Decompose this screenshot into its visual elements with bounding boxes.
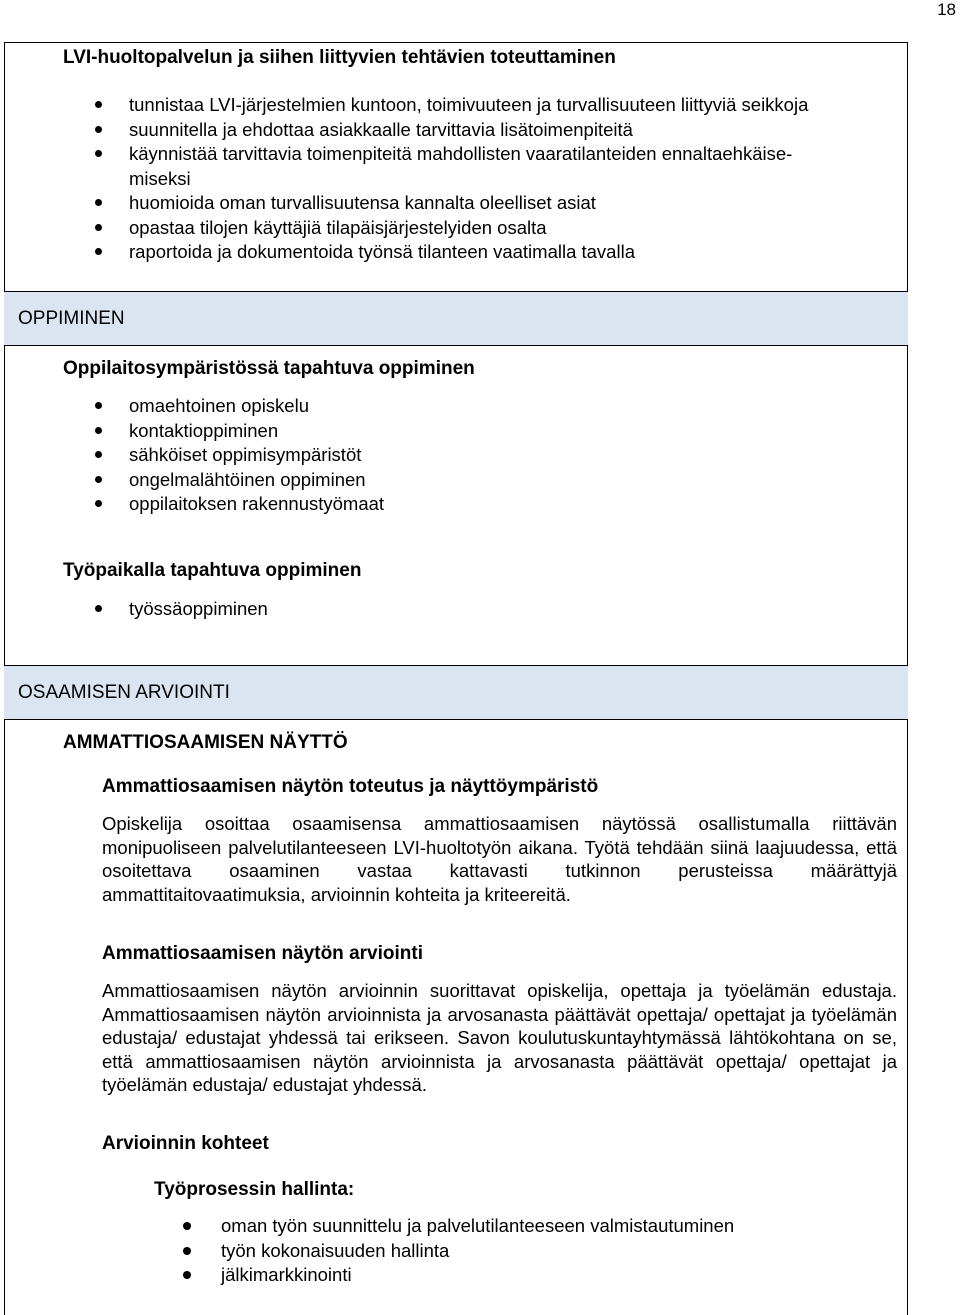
list-item: raportoida ja dokumentoida työnsä tilanteen vaatimalla tavalla: [129, 240, 808, 265]
list-item: jälkimarkkinointi: [221, 1263, 734, 1288]
list-item-continuation: miseksi: [129, 167, 191, 189]
bullet-icon: [95, 101, 102, 108]
heading-arviointi: Ammattiosaamisen näytön arviointi: [102, 943, 423, 964]
paragraph-toteutus: Opiskelija osoittaa osaamisensa ammattiosaamisen näytössä osallistumalla riittävän monipuoliseen palvelutilanteeseen LVI-huoltotyön aikana. Työtä tehdään siinä laajuudessa, että osoitettava osaaminen vastaa kattavasti tutkinnon perusteissa määrättyjä ammattitaitovaatimuksia, arvioinnin kohteita ja kriteereitä.: [102, 813, 897, 905]
list-item: kontaktioppiminen: [129, 419, 384, 444]
tyopaikka-list: [129, 597, 268, 622]
list-item: opastaa tilojen käyttäjiä tilapäisjärjestelyiden osalta: [129, 216, 808, 241]
list-item: käynnistää tarvittavia toimenpiteitä mahdollisten vaaratilanteiden ennaltaehkäise-: [129, 142, 808, 167]
list-item: oppilaitoksen rakennustyömaat: [129, 492, 384, 517]
list-item: työssäoppiminen: [129, 597, 268, 622]
bullet-icon: [183, 1247, 191, 1255]
bullet-icon: [95, 500, 102, 507]
heading-tyoprosessi: Työprosessin hallinta:: [154, 1179, 355, 1200]
bullet-icon: [95, 451, 102, 458]
list-item: ongelmalähtöinen oppiminen: [129, 468, 384, 493]
list-item: tunnistaa LVI-järjestelmien kuntoon, toimivuuteen ja turvallisuuteen liittyviä seikkoja: [129, 93, 808, 118]
bullet-icon: [95, 199, 102, 206]
list-item: huomioida oman turvallisuutensa kannalta oleelliset asiat: [129, 191, 808, 216]
list-item: omaehtoinen opiskelu: [129, 394, 384, 419]
section-band-oppiminen: [4, 291, 908, 346]
heading-kohteet: Arvioinnin kohteet: [102, 1133, 269, 1154]
bullet-icon: [95, 224, 102, 231]
lvi-huolto-list: [129, 93, 808, 265]
list-item: oman työn suunnittelu ja palvelutilanteeseen valmistautuminen: [221, 1214, 734, 1239]
bullet-icon: [95, 126, 102, 133]
section-band-arviointi: [4, 665, 908, 720]
bullet-icon: [183, 1222, 191, 1230]
page-number: 18: [937, 0, 956, 19]
tyoprosessi-list: [221, 1214, 734, 1288]
bullet-icon: [95, 605, 102, 612]
heading-toteutus: Ammattiosaamisen näytön toteutus ja näyttöympäristö: [102, 776, 599, 797]
list-item: työn kokonaisuuden hallinta: [221, 1239, 734, 1264]
list-item: sähköiset oppimisympäristöt: [129, 443, 384, 468]
band-title-oppiminen: OPPIMINEN: [18, 308, 125, 329]
bullet-icon: [95, 402, 102, 409]
bullet-icon: [95, 427, 102, 434]
bullet-icon: [95, 150, 102, 157]
heading-tyopaikka: Työpaikalla tapahtuva oppiminen: [63, 560, 362, 581]
oppilaitos-list: [129, 394, 384, 517]
paragraph-arviointi: Ammattiosaamisen näytön arvioinnin suorittavat opiskelija, opettaja ja työelämän edustaja. Ammattiosaamisen näytön arvioinnista ja arvosanasta päättävät opettaja/ opettajat ja työelämän edustaja/ edustajat yhdessä tai erikseen. Savon koulutuskuntayhtymässä lähtökohtana on se, että ammattiosaamisen näytön arvioinnista ja arvosanasta päättävät opettaja/ opettajat ja työelämän edustaja/ edustajat yhdessä.: [102, 980, 897, 1095]
heading-oppilaitos: Oppilaitosympäristössä tapahtuva oppiminen: [63, 358, 475, 379]
list-item: suunnitella ja ehdottaa asiakkaalle tarvittavia lisätoimenpiteitä: [129, 118, 808, 143]
heading-naytto: AMMATTIOSAAMISEN NÄYTTÖ: [63, 732, 348, 753]
section-title-lvi-huolto: LVI-huoltopalvelun ja siihen liittyvien tehtävien toteuttaminen: [63, 47, 616, 68]
bullet-icon: [95, 476, 102, 483]
bullet-icon: [183, 1271, 191, 1279]
bullet-icon: [95, 248, 102, 255]
band-title-arviointi: OSAAMISEN ARVIOINTI: [18, 682, 230, 703]
